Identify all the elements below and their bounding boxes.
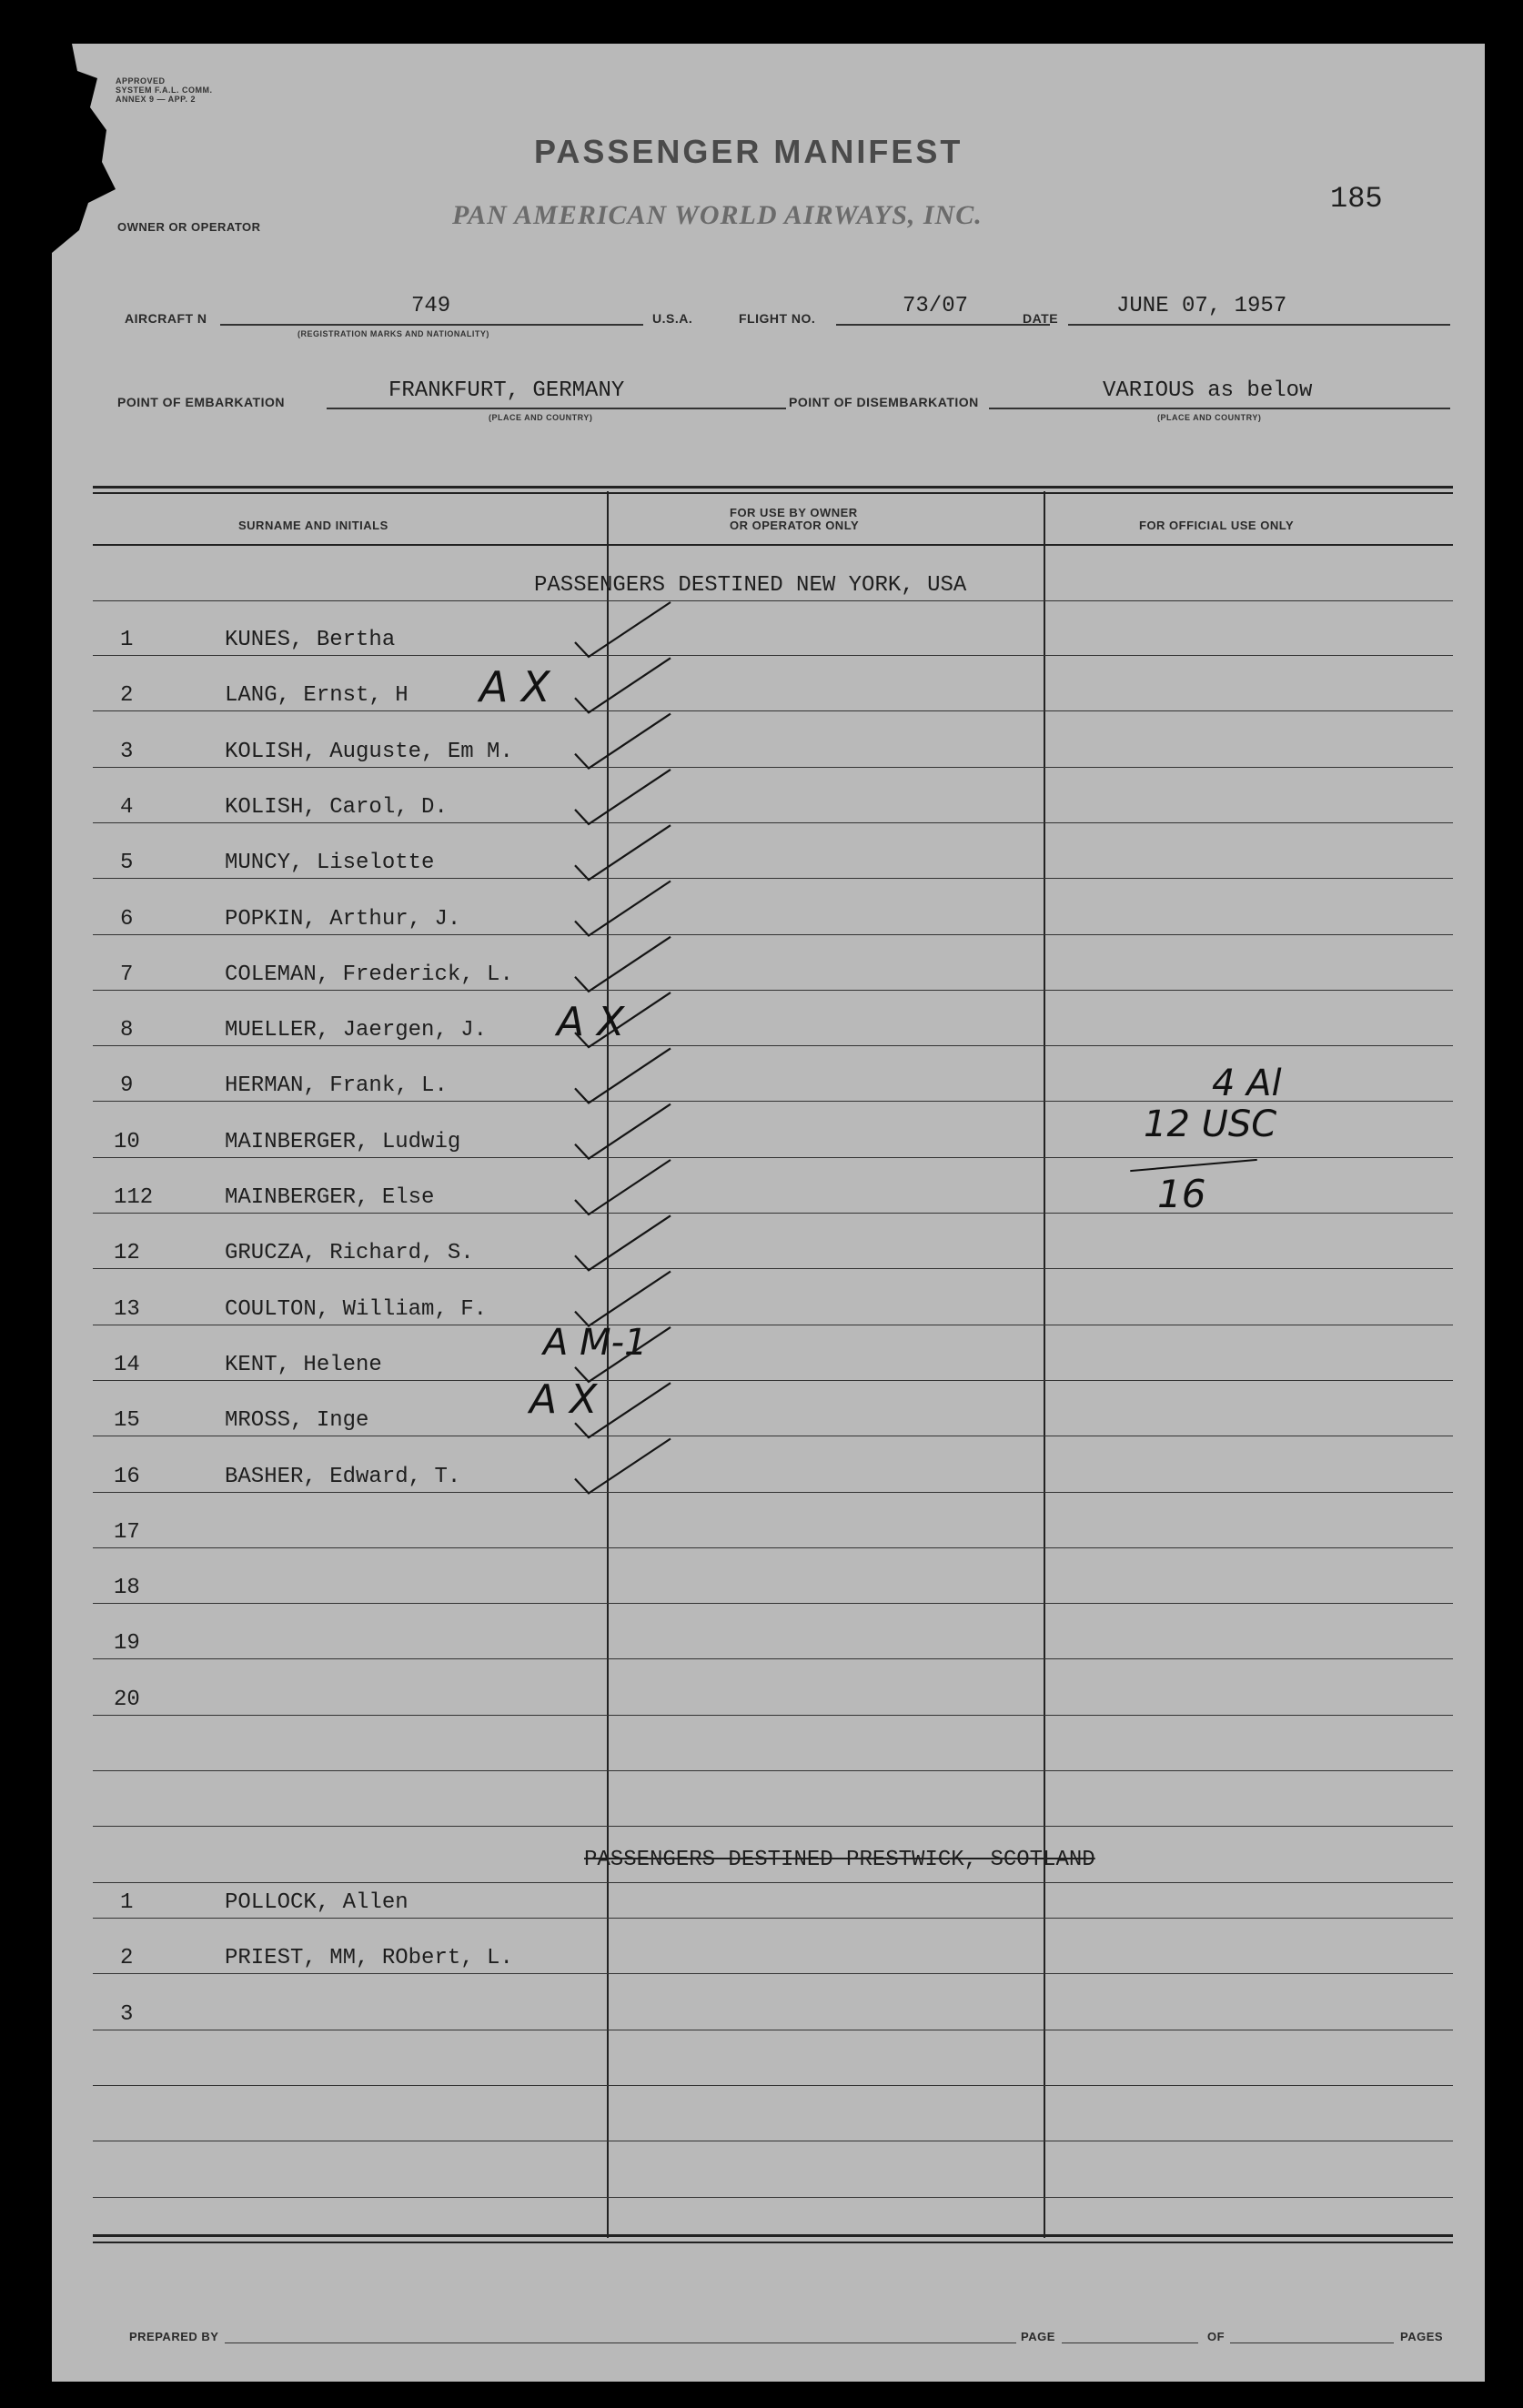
check-mark: [575, 1048, 671, 1103]
embarkation-label: POINT OF EMBARKATION: [117, 395, 285, 409]
passenger-name: KOLISH, Carol, D.: [225, 794, 448, 820]
check-mark: [575, 1215, 671, 1270]
of-label: OF: [1207, 2330, 1225, 2343]
passenger-name: MUNCY, Liselotte: [225, 851, 435, 876]
row-number: 3: [120, 2001, 134, 2027]
row-number: 5: [120, 851, 134, 876]
aircraft-value: 749: [411, 294, 451, 318]
row-number: 12: [114, 1241, 140, 1266]
passenger-name: POPKIN, Arthur, J.: [225, 906, 461, 932]
flight-label: FLIGHT NO.: [739, 311, 816, 326]
check-marks: [52, 44, 1485, 2382]
passenger-name: PRIEST, MM, RObert, L.: [225, 1946, 513, 1971]
column-header-owner-2: OR OPERATOR ONLY: [730, 519, 860, 532]
row-number: 8: [120, 1018, 134, 1043]
page-number: 185: [1330, 182, 1383, 216]
passenger-name: KUNES, Bertha: [225, 628, 396, 652]
approval-line: ANNEX 9 — APP. 2: [116, 95, 197, 104]
handwritten-mark-row8: A X: [557, 999, 625, 1045]
page-label: PAGE: [1021, 2330, 1055, 2343]
date-value: JUNE 07, 1957: [1116, 294, 1287, 318]
date-label: DATE: [1023, 311, 1059, 326]
check-mark: [575, 1383, 671, 1437]
manifest-page: [52, 44, 1485, 2382]
column-header-official: FOR OFFICIAL USE ONLY: [1139, 519, 1295, 532]
row-number: 9: [120, 1073, 134, 1099]
page-title: PASSENGER MANIFEST: [534, 133, 963, 170]
row-number: 20: [114, 1687, 140, 1712]
disembarkation-label: POINT OF DISEMBARKATION: [789, 395, 979, 409]
passenger-name: HERMAN, Frank, L.: [225, 1073, 448, 1099]
row-number: 17: [114, 1519, 140, 1545]
passenger-name: COULTON, William, F.: [225, 1296, 488, 1322]
check-mark: [575, 602, 671, 657]
check-mark: [575, 770, 671, 824]
row-number: 2: [120, 683, 134, 709]
passenger-name: COLEMAN, Frederick, L.: [225, 962, 513, 987]
row-number: 14: [114, 1352, 140, 1377]
row-number: 10: [114, 1129, 140, 1154]
owner-label: OWNER OR OPERATOR: [117, 220, 261, 234]
row-number: 1: [120, 628, 134, 652]
handwritten-tally-2: 12 USC: [1144, 1103, 1277, 1145]
row-number: 4: [120, 794, 134, 820]
check-mark: [575, 992, 671, 1047]
check-mark: [575, 1104, 671, 1159]
handwritten-mark-row14: A M-1: [543, 1322, 648, 1364]
column-header-name: SURNAME AND INITIALS: [238, 519, 388, 532]
column-header-owner: FOR USE BY OWNER: [730, 506, 858, 519]
row-number: 112: [114, 1185, 154, 1210]
row-number: 7: [120, 962, 134, 987]
passenger-name: MUELLER, Jaergen, J.: [225, 1018, 488, 1043]
passenger-name: LANG, Ernst, H: [225, 683, 408, 709]
embarkation-value: FRANKFURT, GERMANY: [388, 378, 625, 403]
passenger-name: GRUCZA, Richard, S.: [225, 1241, 474, 1266]
passenger-name: KENT, Helene: [225, 1352, 382, 1377]
passenger-name: MAINBERGER, Else: [225, 1185, 435, 1210]
section-heading-new-york: PASSENGERS DESTINED NEW YORK, USA: [534, 573, 967, 598]
check-mark: [575, 1327, 671, 1382]
flight-value: 73/07: [903, 294, 969, 318]
passenger-name: MROSS, Inge: [225, 1408, 369, 1434]
usa-label: U.S.A.: [652, 311, 693, 326]
row-number: 15: [114, 1408, 140, 1434]
handwritten-tally-total: 16: [1157, 1172, 1206, 1216]
check-mark: [575, 1439, 671, 1494]
passenger-name: POLLOCK, Allen: [225, 1890, 408, 1915]
owner-value: PAN AMERICAN WORLD AIRWAYS, INC.: [452, 200, 983, 230]
aircraft-sublabel: (REGISTRATION MARKS AND NATIONALITY): [298, 329, 489, 338]
row-number: 6: [120, 906, 134, 932]
check-mark: [575, 1160, 671, 1214]
check-mark: [575, 658, 671, 712]
section-heading-prestwick: PASSENGERS DESTINED PRESTWICK, SCOTLAND: [584, 1848, 1095, 1872]
row-number: 19: [114, 1631, 140, 1657]
check-mark: [575, 882, 671, 936]
prepared-by-label: PREPARED BY: [129, 2330, 219, 2343]
row-number: 1: [120, 1890, 134, 1915]
approval-line: SYSTEM F.A.L. COMM.: [116, 86, 213, 95]
passenger-name: BASHER, Edward, T.: [225, 1464, 461, 1489]
check-mark: [575, 937, 671, 992]
row-number: 2: [120, 1946, 134, 1971]
handwritten-mark-row2: A X: [479, 662, 550, 711]
check-mark: [575, 825, 671, 880]
pages-label: PAGES: [1400, 2330, 1444, 2343]
row-number: 13: [114, 1296, 140, 1322]
approval-line: APPROVED: [116, 76, 166, 86]
disembarkation-value: VARIOUS as below: [1103, 378, 1313, 403]
handwritten-tally-1: 4 Al: [1212, 1063, 1282, 1104]
disembarkation-sublabel: (PLACE AND COUNTRY): [1157, 413, 1262, 422]
embarkation-sublabel: (PLACE AND COUNTRY): [489, 413, 593, 422]
passenger-name: KOLISH, Auguste, Em M.: [225, 739, 513, 764]
handwritten-mark-row15: A X: [530, 1376, 598, 1423]
row-number: 18: [114, 1576, 140, 1601]
check-mark: [575, 714, 671, 769]
aircraft-label: AIRCRAFT N: [125, 311, 207, 326]
row-number: 16: [114, 1464, 140, 1489]
check-mark: [575, 1272, 671, 1326]
passenger-name: MAINBERGER, Ludwig: [225, 1129, 461, 1154]
row-number: 3: [120, 739, 134, 764]
